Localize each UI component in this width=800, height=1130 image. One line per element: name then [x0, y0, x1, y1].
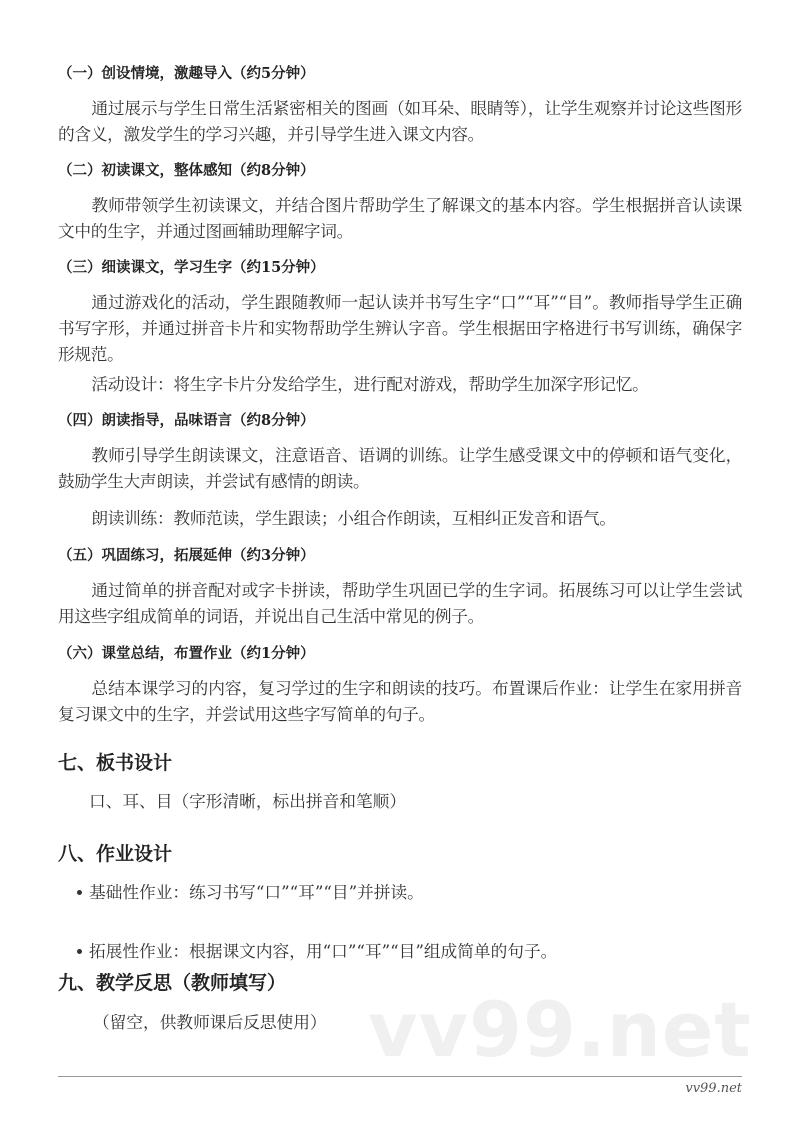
- board-design-heading: 七、板书设计: [58, 752, 173, 774]
- section-3-activity: 活动设计：将生字卡片分发给学生，进行配对游戏，帮助学生加深字形记忆。: [91, 374, 649, 394]
- bullet-icon: [77, 949, 82, 954]
- section-3-paragraph: 通过游戏化的活动，学生跟随教师一起认读并书写生字“口”“耳”“目”。教师指导学生正确书写字形，并通过拼音卡片和实物帮助学生辨认字音。学生根据田字格进行书写训练，确保字形规范。: [58, 292, 742, 364]
- homework-item-text: 基础性作业：练习书写“口”“耳”“目”并拼读。: [89, 882, 424, 902]
- section-1-heading: （一）创设情境，激趣导入（约5分钟）: [58, 65, 315, 82]
- bullet-icon: [77, 890, 82, 895]
- reflection-text: （留空，供教师课后反思使用）: [93, 1012, 327, 1032]
- homework-item-text: 拓展性作业：根据课文内容，用“口”“耳”“目”组成简单的句子。: [89, 941, 558, 961]
- section-4-paragraph: 教师引导学生朗读课文，注意语音、语调的训练。让学生感受课文中的停顿和语气变化，鼓励学生大声朗读，并尝试有感情的朗读。: [58, 445, 742, 491]
- section-3-heading: （三）细读课文，学习生字（约15分钟）: [58, 259, 325, 276]
- homework-heading: 八、作业设计: [58, 843, 173, 865]
- homework-item-extended: [58, 938, 773, 964]
- section-1-paragraph: 通过展示与学生日常生活紧密相关的图画（如耳朵、眼睛等），让学生观察并讨论这些图形的含义，激发学生的学习兴趣，并引导学生进入课文内容。: [58, 98, 742, 144]
- section-6-heading: （六）课堂总结，布置作业（约1分钟）: [58, 645, 315, 662]
- section-5-heading: （五）巩固练习，拓展延伸（约3分钟）: [58, 547, 315, 564]
- reflection-heading: 九、教学反思（教师填写）: [58, 972, 287, 994]
- section-5-paragraph: 通过简单的拼音配对或字卡拼读，帮助学生巩固已学的生字词。拓展练习可以让学生尝试用这些字组成简单的词语，并说出自己生活中常见的例子。: [58, 580, 742, 626]
- section-2-paragraph: 教师带领学生初读课文，并结合图片帮助学生了解课文的基本内容。学生根据拼音认读课文中的生字，并通过图画辅助理解字词。: [58, 195, 742, 241]
- section-6-paragraph: 总结本课学习的内容，复习学过的生字和朗读的技巧。布置课后作业：让学生在家用拼音复习课文中的生字，并尝试用这些字写简单的句子。: [58, 678, 742, 724]
- footer-divider: [58, 1076, 742, 1077]
- footer-site: vv99.net: [685, 1081, 742, 1096]
- section-2-heading: （二）初读课文，整体感知（约8分钟）: [58, 162, 315, 179]
- section-4-heading: （四）朗读指导，品味语言（约8分钟）: [58, 412, 315, 429]
- section-4-training: 朗读训练：教师范读，学生跟读；小组合作朗读，互相纠正发音和语气。: [91, 508, 616, 528]
- watermark: vv99.net: [368, 985, 752, 1074]
- homework-item-basic: [58, 879, 773, 905]
- board-design-text: 口、耳、目（字形清晰，标出拼音和笔顺）: [89, 791, 407, 811]
